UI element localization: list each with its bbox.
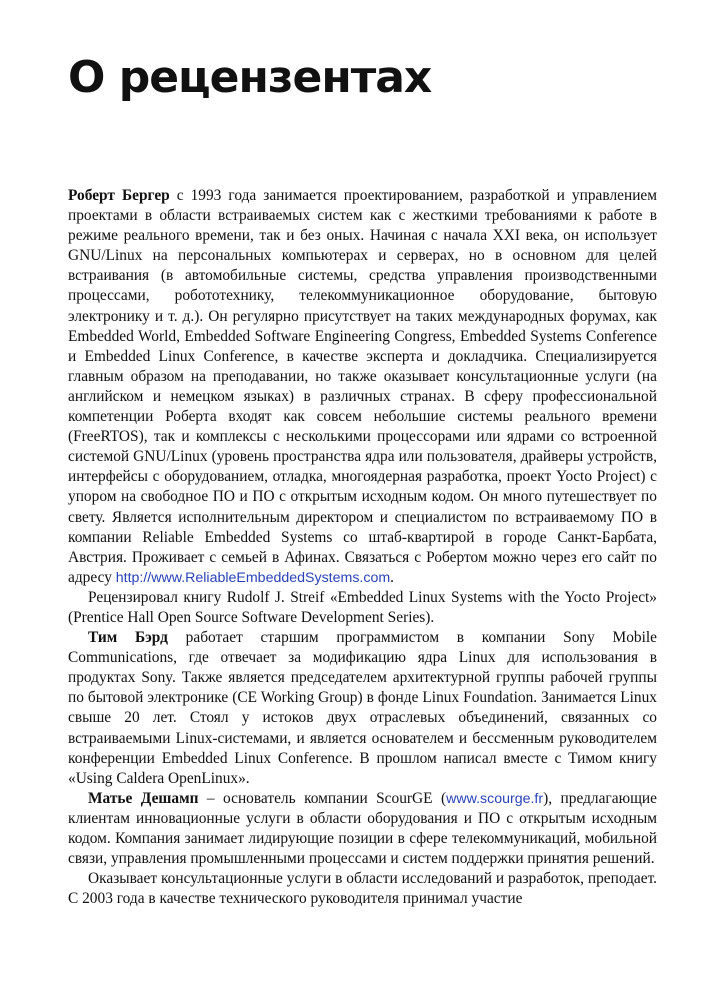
paragraph-text: ), предлагающие клиентам инновационные услуги в области оборудования и ПО с открытым исходным кодом. Компания занимает лидирующие позиции в сфере телекоммуникаций, мобильной связи, управления промышленными процессами и систем поддержки принятия решений.: [68, 789, 657, 868]
body-text: [68, 186, 657, 909]
paragraph-reviewed-book: [68, 588, 657, 628]
reviewer-name-mathieu-deschamps: Матье Дешамп: [88, 789, 199, 807]
scourge-link[interactable]: www.scourge.fr: [446, 790, 544, 807]
paragraph-text: с 1993 года занимается проектированием, разработкой и управлением проектами в области встраиваемых систем как с жесткими требованиями к работе в режиме реального времени, так и без оных. Начиная с начала XXI века, он использует GNU/Linux на персональных компьютерах и серверах, но в основном для целей встраивания (в автомобильные системы, средства управления производственными процессами, робототехнику, телекоммуникационное оборудование, бытовую электронику и т. д.). Он регулярно присутствует на таких международных форумах, как Embedded World, Embedded Software Engineering Congress, Embedded Systems Conference и Embedded Linux Conference, в качестве эксперта и докладчика. Специализируется главным образом на преподавании, но также оказывает консультационные услуги (на английском и немецком языках) в различных странах. В сферу профессиональной компетенции Роберта входят как совсем небольшие системы реального времени (FreeRTOS), так и комплексы с несколькими процессорами или ядрами со встроенной системой GNU/Linux (уровень пространства ядра или пользователя, драйверы устройств, интерфейсы с оборудованием, отладка, многоядерная разработка, проект Yocto Project) с упором на свободное ПО и ПО с открытым исходным кодом. Он много путешествует по свету. Является исполнительным директором и специалистом по встраиваемому ПО в компании Reliable Embedded Systems со штаб-квартирой в городе Санкт-Барбата, Австрия. Проживает с семьей в Афинах. Связаться с Робертом можно через его сайт по адресу: [68, 187, 658, 586]
reliable-embedded-systems-link[interactable]: http://www.ReliableEmbeddedSystems.com: [115, 569, 391, 586]
paragraph-text: Рецензировал книгу Rudolf J. Streif «Embedded Linux Systems with the Yocto Project» (Prentice Hall Open Source Software Development Series).: [68, 588, 657, 626]
paragraph-tim-bird: [68, 628, 657, 789]
reviewer-name-tim-bird: Тим Бэрд: [88, 629, 168, 647]
paragraph-text: Оказывает консультационные услуги в области исследований и разработок, преподает. С 2003 года в качестве технического руководителя принимал участие: [68, 870, 657, 908]
paragraph-text: .: [390, 568, 395, 586]
paragraph-consulting: [68, 869, 657, 909]
page-title: О рецензентах: [68, 52, 432, 103]
paragraph-text: – основатель компании ScourGE (: [198, 789, 447, 807]
paragraph-robert-berger: [68, 186, 657, 588]
reviewer-name-robert-berger: Роберт Бергер: [68, 187, 170, 204]
paragraph-mathieu-deschamps: [68, 789, 657, 869]
paragraph-text: работает старшим программистом в компании Sony Mobile Communications, где отвечает за модификацию ядра Linux для использования в продуктах Sony. Также является председателем архитектурной группы рабочей группы по бытовой электронике (CE Working Group) в фонде Linux Foundation. Занимается Linux свыше 20 лет. Стоял у истоков двух отраслевых объединений, связанных со встраиваемыми Linux-системами, и является основателем и бессменным руководителем конференции Embedded Linux Conference. В прошлом написал вместе с Тимом книгу «Using Caldera OpenLinux».: [68, 629, 657, 787]
